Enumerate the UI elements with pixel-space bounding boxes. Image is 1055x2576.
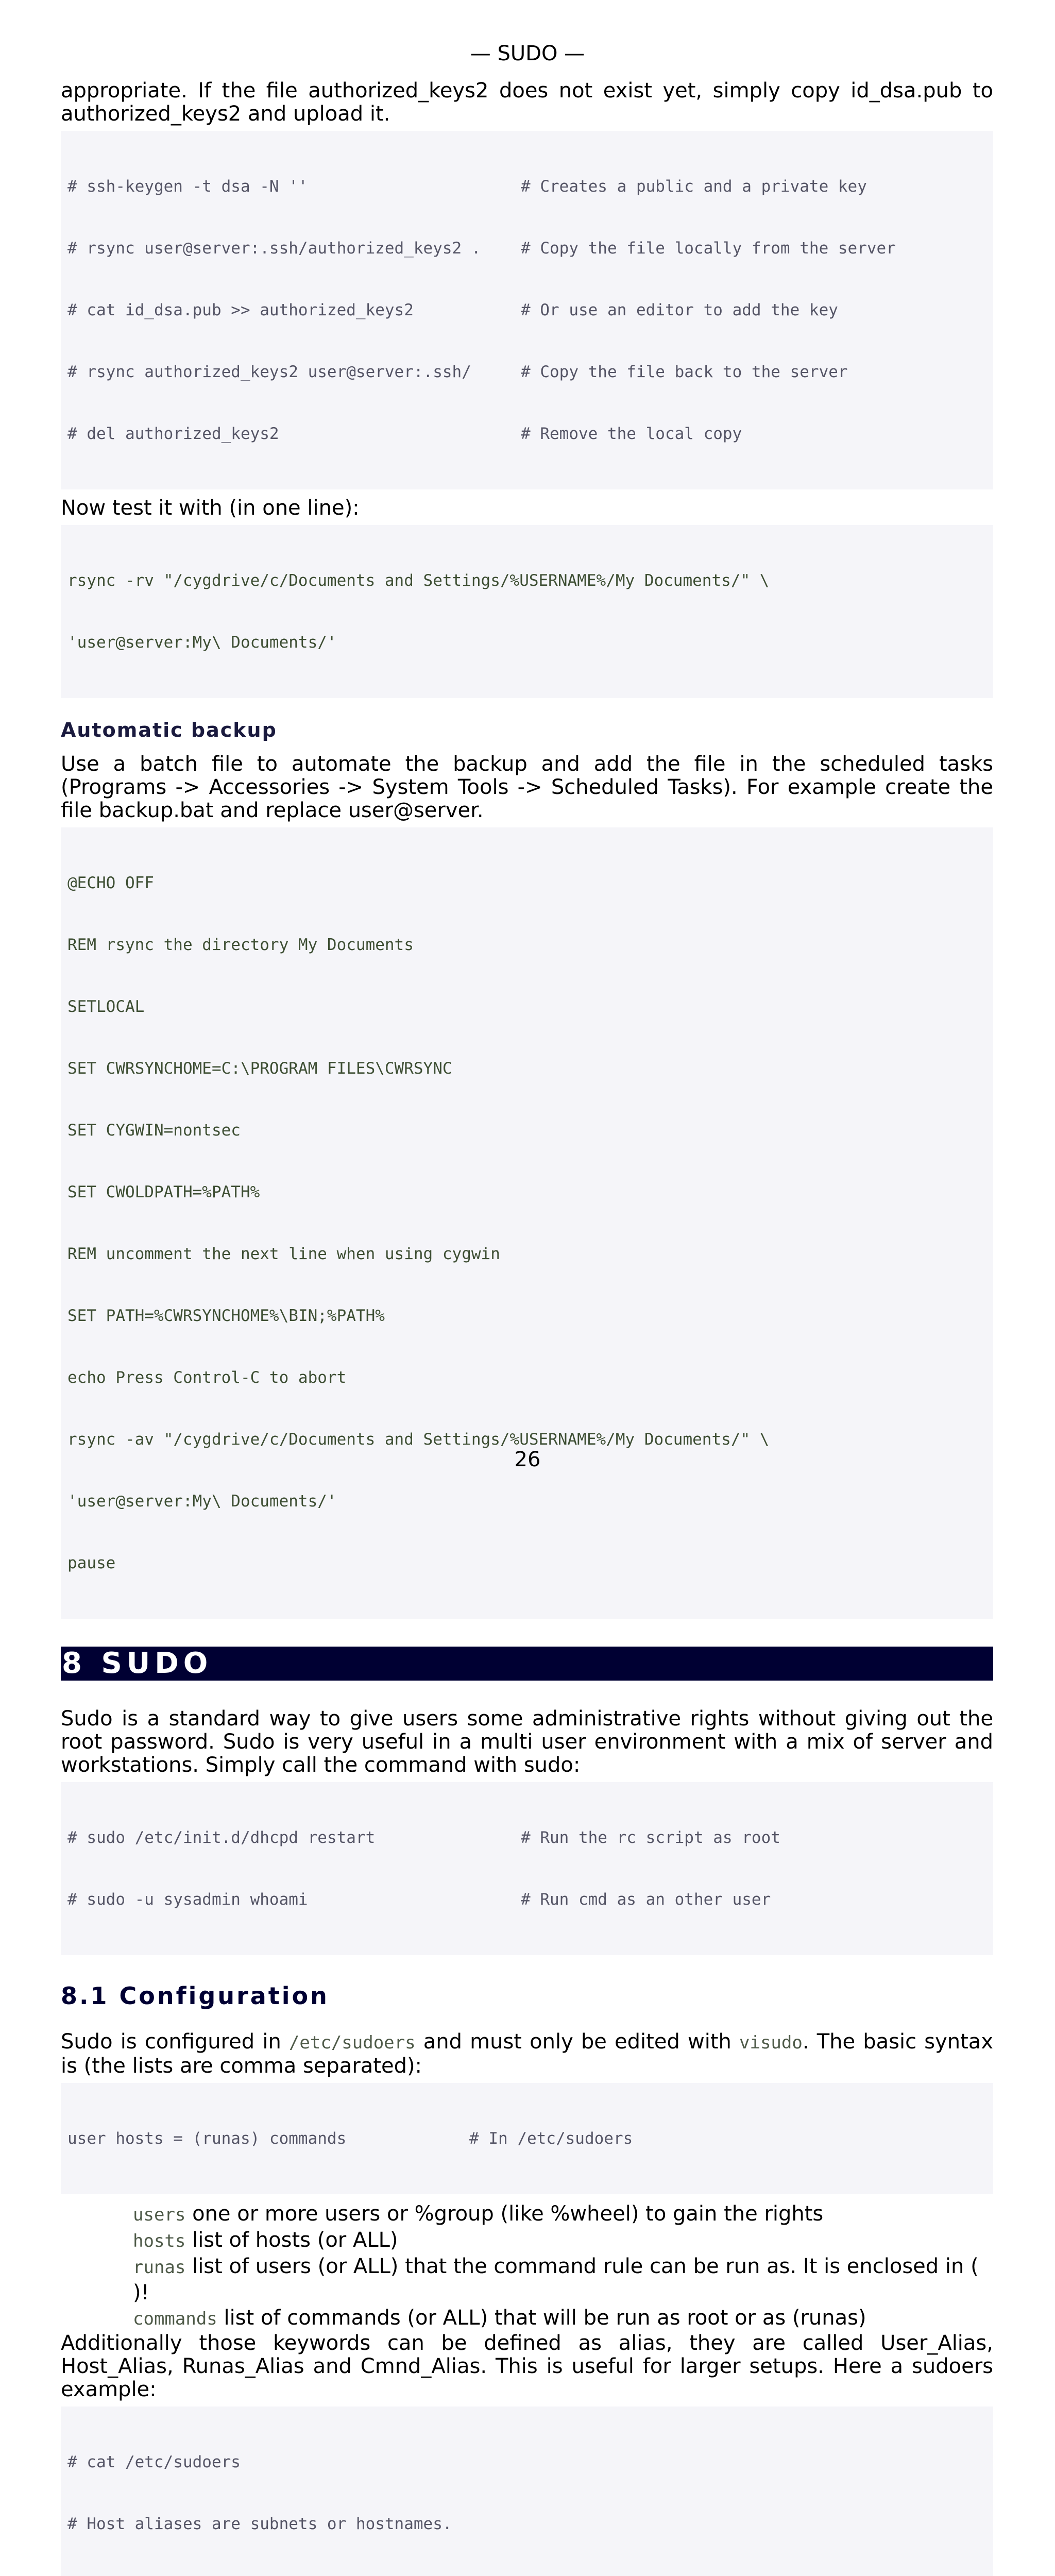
code-comment: # In /etc/sudoers [469, 2129, 633, 2148]
code-line: rsync -rv "/cygdrive/c/Documents and Settings/%USERNAME%/My Documents/" \ [67, 571, 770, 590]
batch-file-code-block [61, 827, 993, 1619]
code-command: # del authorized_keys2 [67, 425, 279, 443]
code-line: SET CWRSYNCHOME=C:\PROGRAM FILES\CWRSYNC [67, 1059, 452, 1078]
code-line: # cat /etc/sudoers [67, 2453, 241, 2471]
intro-paragraph: appropriate. If the file authorized_keys2 does not exist yet, simply copy id_dsa.pub to authorized_keys2 and upload it. [61, 79, 993, 126]
code-line: REM uncomment the next line when using cygwin [67, 1245, 500, 1263]
code-line: rsync -av "/cygdrive/c/Documents and Settings/%USERNAME%/My Documents/" \ [67, 1430, 770, 1449]
code-comment: # Run the rc script as root [521, 1828, 780, 1847]
code-line: SET CYGWIN=nontsec [67, 1121, 241, 1140]
automatic-backup-heading: Automatic backup [61, 719, 277, 741]
code-comment: # Copy the file locally from the server [521, 239, 896, 258]
definition-desc: list of hosts (or ALL) [185, 2228, 398, 2252]
definition-item [133, 2228, 993, 2254]
code-line [67, 1889, 986, 1910]
text-run: and must only be edited with [415, 2030, 740, 2054]
configuration-heading: 8.1 Configuration [61, 1982, 329, 2010]
text-run: Sudo is configured in [61, 2030, 289, 2054]
page-content [61, 79, 993, 2576]
rsync-test-code-block [61, 525, 993, 698]
code-line [67, 2575, 986, 2576]
code-line: SET CWOLDPATH=%PATH% [67, 1183, 260, 1201]
code-line: @ECHO OFF [67, 874, 154, 892]
definition-desc: list of commands (or ALL) that will be run as root or as (runas) [217, 2306, 866, 2330]
code-line [67, 300, 986, 320]
code-command: user hosts = (runas) commands [67, 2129, 347, 2148]
chapter-heading: 8 SUDO [61, 1647, 993, 1681]
running-head: — SUDO — [470, 42, 585, 65]
code-line [67, 423, 986, 444]
code-line: pause [67, 1554, 116, 1572]
syntax-code-block [61, 2083, 993, 2194]
sudoers-path: /etc/sudoers [288, 2032, 416, 2053]
definition-term: users [133, 2205, 186, 2225]
definition-list [133, 2201, 993, 2332]
code-line [67, 2128, 986, 2149]
code-comment: # Creates a public and a private key [521, 177, 867, 196]
sudo-code-block [61, 1782, 993, 1955]
definition-desc: list of users (or ALL) that the command rule can be run as. It is enclosed in ( )! [133, 2255, 979, 2304]
sudo-paragraph: Sudo is a standard way to give users some administrative rights without giving out the root password. Sudo is very useful in a multi user environment with a mix of server and workstations. Simply call the command with sudo: [61, 1707, 993, 1777]
definition-item [133, 2201, 993, 2228]
code-comment: # Remove the local copy [521, 425, 742, 443]
code-line: echo Press Control-C to abort [67, 1368, 347, 1387]
code-line [67, 1827, 986, 1848]
automatic-backup-paragraph: Use a batch file to automate the backup and add the file in the scheduled tasks (Programs -> Accessories -> System Tools -> Scheduled Tasks). For example create the file backup.bat and replace user@server. [61, 752, 993, 822]
code-command: # rsync user@server:.ssh/authorized_keys2 . [67, 239, 481, 258]
code-comment: # Copy the file back to the server [521, 363, 848, 381]
code-command: # ssh-keygen -t dsa -N '' [67, 177, 308, 196]
code-line: 'user@server:My\ Documents/' [67, 1492, 337, 1511]
code-line: SET PATH=%CWRSYNCHOME%\BIN;%PATH% [67, 1307, 385, 1325]
code-comment: # Run cmd as an other user [521, 1890, 771, 1909]
code-command: # cat id_dsa.pub >> authorized_keys2 [67, 301, 414, 319]
configuration-paragraph [61, 2030, 993, 2078]
definition-item [133, 2254, 993, 2306]
ssh-keys-code-block [61, 131, 993, 489]
code-line [67, 362, 986, 382]
definition-desc: one or more users or %group (like %wheel) to gain the rights [185, 2202, 824, 2226]
definition-term: commands [133, 2309, 217, 2329]
code-line: REM rsync the directory My Documents [67, 936, 414, 954]
visudo-command: visudo [739, 2032, 803, 2053]
code-line: 'user@server:My\ Documents/' [67, 633, 337, 652]
code-line [67, 238, 986, 259]
code-line: SETLOCAL [67, 997, 145, 1016]
alias-paragraph: Additionally those keywords can be defined as alias, they are called User_Alias, Host_Alias, Runas_Alias and Cmnd_Alias. This is useful for larger setups. Here a sudoers example: [61, 2331, 993, 2401]
definition-term: runas [133, 2257, 186, 2278]
sudoers-example-code-block [61, 2406, 993, 2576]
text-run: . The basic syntax is (the lists are comma separated): [61, 2030, 993, 2078]
code-command: # sudo -u sysadmin whoami [67, 1890, 308, 1909]
page-number: 26 [514, 1448, 541, 1471]
code-command: # sudo /etc/init.d/dhcpd restart [67, 1828, 376, 1847]
code-command: # rsync authorized_keys2 user@server:.ssh/ [67, 363, 471, 381]
code-line [67, 176, 986, 197]
definition-item [133, 2306, 993, 2332]
definition-term: hosts [133, 2231, 186, 2251]
test-paragraph: Now test it with (in one line): [61, 496, 360, 520]
code-comment: # Or use an editor to add the key [521, 301, 838, 319]
code-line: # Host aliases are subnets or hostnames. [67, 2515, 452, 2533]
